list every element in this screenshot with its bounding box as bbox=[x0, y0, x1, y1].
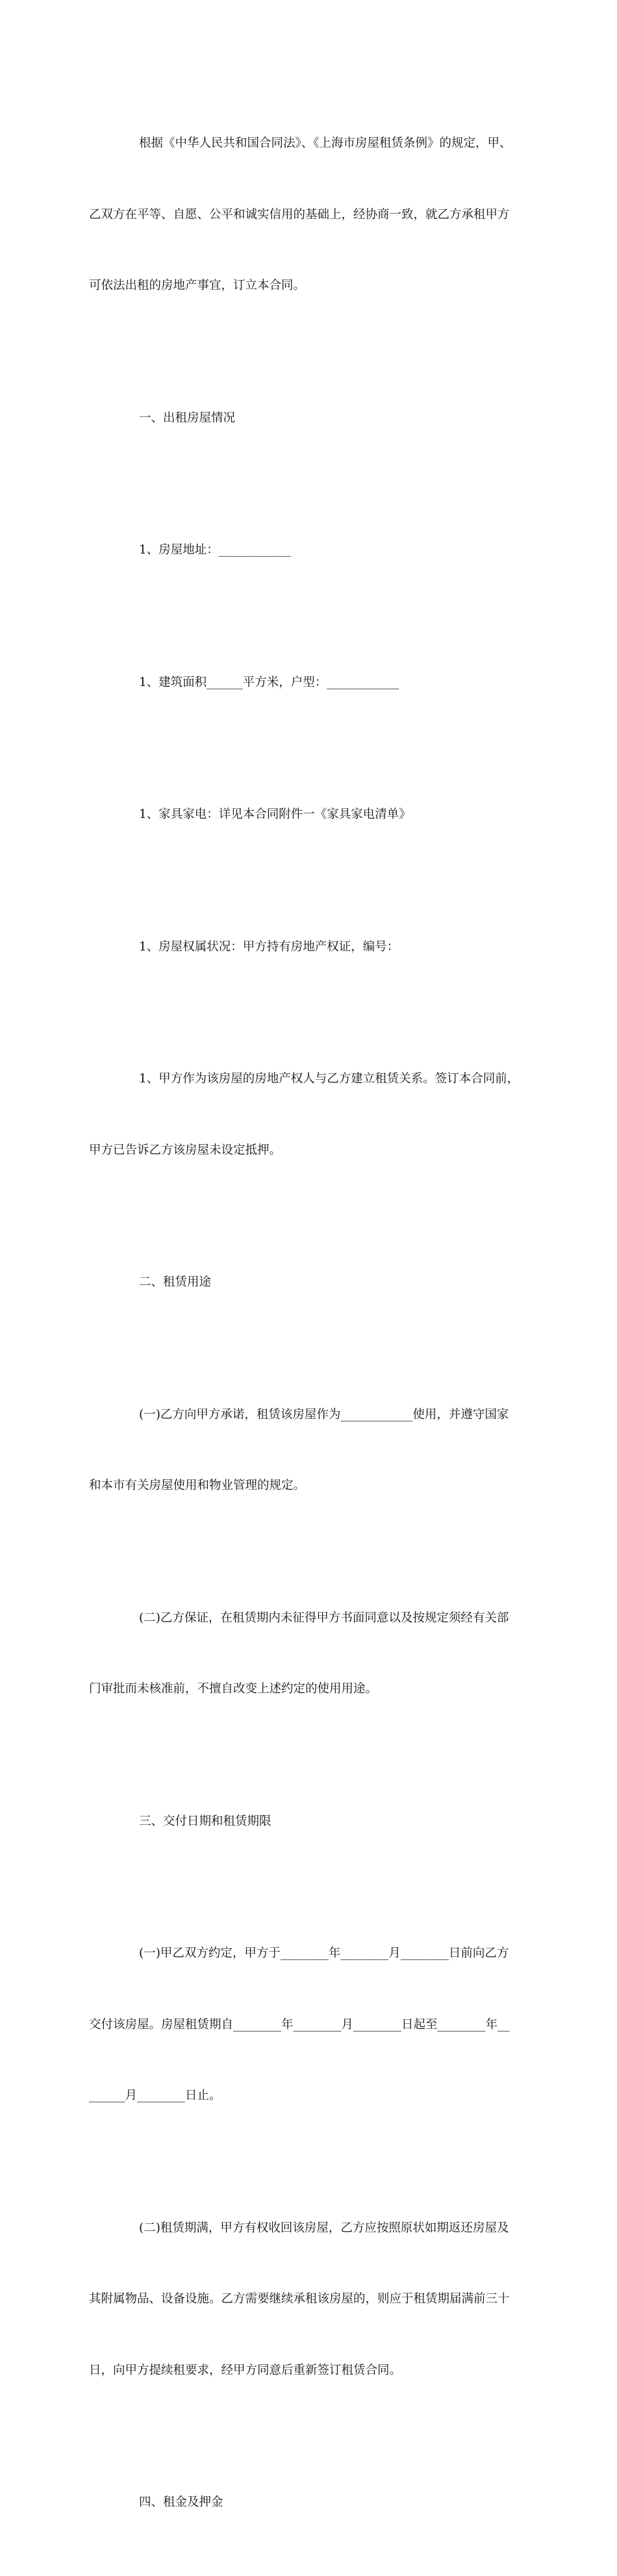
text-line: 四、租金及押金 bbox=[139, 2495, 223, 2509]
document-page bbox=[89, 84, 524, 2576]
ownership-clause bbox=[89, 888, 524, 1007]
text-line: 可依法出租的房地产事宜，订立本合同。 bbox=[89, 279, 306, 292]
text-line: 交付该房屋。房屋租赁期自________年________月________日起至________年__ bbox=[89, 2017, 510, 2032]
furniture-clause bbox=[89, 756, 524, 874]
text-line: 1、甲方作为该房屋的房地产权人与乙方建立租赁关系。签订本合同前， bbox=[139, 1072, 520, 1086]
section-heading-3 bbox=[89, 1763, 524, 1881]
text-line: ______月________日止。 bbox=[89, 2089, 221, 2102]
mortgage-clause bbox=[89, 1020, 524, 1210]
text-line: 乙双方在平等、自愿、公平和诚实信用的基础上，经协商一致，就乙方承租甲方 bbox=[89, 207, 510, 222]
text-line: (二)租赁期满，甲方有权收回该房屋，乙方应按照原状如期返还房屋及 bbox=[139, 2221, 509, 2235]
text-line: 1、建筑面积______平方米，户型：____________ bbox=[139, 675, 399, 689]
text-line: 甲方已告诉乙方该房屋未设定抵押。 bbox=[89, 1143, 282, 1157]
usage-clause-2 bbox=[89, 1559, 524, 1749]
text-line: 日，向甲方提续租要求，经甲方同意后重新签订租赁合同。 bbox=[89, 2363, 402, 2377]
text-line: 门审批而未核准前，不擅自改变上述约定的使用用途。 bbox=[89, 1682, 378, 1696]
text-line: 根据《中华人民共和国合同法》、《上海市房屋租赁条例》的规定，甲、 bbox=[139, 136, 512, 150]
house-address-clause bbox=[89, 491, 524, 610]
text-line: 其附属物品、设备设施。乙方需要继续承租该房屋的，则应于租赁期届满前三十 bbox=[89, 2292, 510, 2306]
text-line: (一)甲乙双方约定，甲方于________年________月________日前向乙方 bbox=[139, 1946, 509, 1960]
text-line: 1、房屋权属状况：甲方持有房地产权证，编号： bbox=[139, 939, 399, 954]
text-line: 1、房屋地址：____________ bbox=[139, 543, 291, 557]
text-line: (二)乙方保证，在租赁期内未征得甲方书面同意以及按规定须经有关部 bbox=[139, 1611, 509, 1625]
delivery-clause-1 bbox=[89, 1894, 524, 2156]
section-heading-2 bbox=[89, 1223, 524, 1342]
text-line: 1、家具家电：详见本合同附件一《家具家电清单》 bbox=[139, 808, 411, 821]
delivery-clause-2 bbox=[89, 2169, 524, 2430]
section-heading-1 bbox=[89, 359, 524, 478]
text-line: 和本市有关房屋使用和物业管理的规定。 bbox=[89, 1479, 306, 1492]
text-line: 三、交付日期和租赁期限 bbox=[139, 1814, 271, 1828]
usage-clause-1 bbox=[89, 1356, 524, 1546]
text-line: 一、出租房屋情况 bbox=[139, 411, 236, 425]
preamble-paragraph bbox=[89, 84, 524, 346]
section-heading-4 bbox=[89, 2443, 524, 2562]
text-line: 二、租赁用途 bbox=[139, 1275, 212, 1289]
text-line: (一)乙方向甲方承诺，租赁该房屋作为____________使用，并遵守国家 bbox=[139, 1407, 509, 1422]
building-area-clause bbox=[89, 624, 524, 743]
